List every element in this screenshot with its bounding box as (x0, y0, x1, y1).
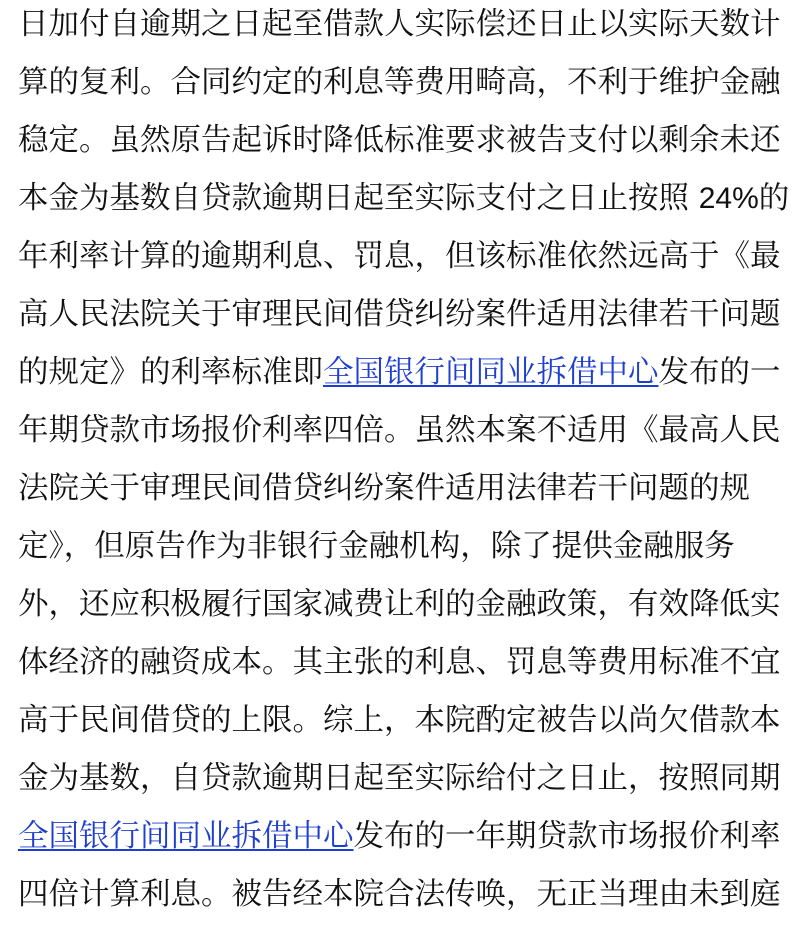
rate-value: 24% (698, 182, 759, 215)
text-segment: 年利率计算的逾期利息、罚息，但该标准依然远高于《最 (18, 239, 781, 274)
text-line (18, 576, 788, 634)
text-segment: 金为基数，自贷款逾期日起至实际给付之日止，按照同期 (18, 761, 781, 796)
text-segment: 定》，但原告作为非银行金融机构，除了提供金融服务 (18, 529, 735, 564)
text-segment: 发布的一年期贷款市场报价利率 (353, 819, 781, 854)
text-segment: 日加付自逾期之日起至借款人实际偿还日止以实际天数计 (18, 7, 781, 42)
text-line (18, 518, 788, 576)
text-line (18, 866, 788, 924)
text-line (18, 634, 788, 692)
text-segment: 的规定》的利率标准即 (18, 355, 323, 390)
text-segment: 发布的一 (658, 355, 781, 390)
link-interbank-lending-center[interactable]: 全国银行间同业拆借中心 (323, 355, 659, 390)
text-line (18, 402, 788, 460)
text-segment: 的 (758, 181, 790, 216)
text-line (18, 286, 788, 344)
text-line (18, 750, 788, 808)
text-segment: 高于民间借贷的上限。综上，本院酌定被告以尚欠借款本 (18, 703, 781, 738)
text-line (18, 228, 788, 286)
text-line (18, 54, 788, 112)
text-segment: 四倍计算利息。被告经本院合法传唤，无正当理由未到庭 (18, 877, 781, 912)
text-segment: 高人民法院关于审理民间借贷纠纷案件适用法律若干问题 (18, 297, 781, 332)
text-segment: 稳定。虽然原告起诉时降低标准要求被告支付以剩余未还 (18, 123, 781, 158)
text-line (18, 0, 788, 54)
text-line (18, 112, 788, 170)
text-segment: 外，还应积极履行国家减费让利的金融政策，有效降低实 (18, 587, 781, 622)
text-segment: 年期贷款市场报价利率四倍。虽然本案不适用《最高人民 (18, 413, 781, 448)
text-segment: 体经济的融资成本。其主张的利息、罚息等费用标准不宜 (18, 645, 781, 680)
text-line (18, 344, 788, 402)
text-segment: 法院关于审理民间借贷纠纷案件适用法律若干问题的规 (18, 471, 750, 506)
link-interbank-lending-center[interactable]: 全国银行间同业拆借中心 (18, 819, 354, 854)
text-line (18, 170, 788, 228)
text-line (18, 460, 788, 518)
text-line (18, 692, 788, 750)
text-segment: 本金为基数自贷款逾期日起至实际支付之日止按照 (18, 181, 699, 216)
text-line (18, 808, 788, 866)
text-segment: 算的复利。合同约定的利息等费用畸高，不利于维护金融 (18, 65, 781, 100)
